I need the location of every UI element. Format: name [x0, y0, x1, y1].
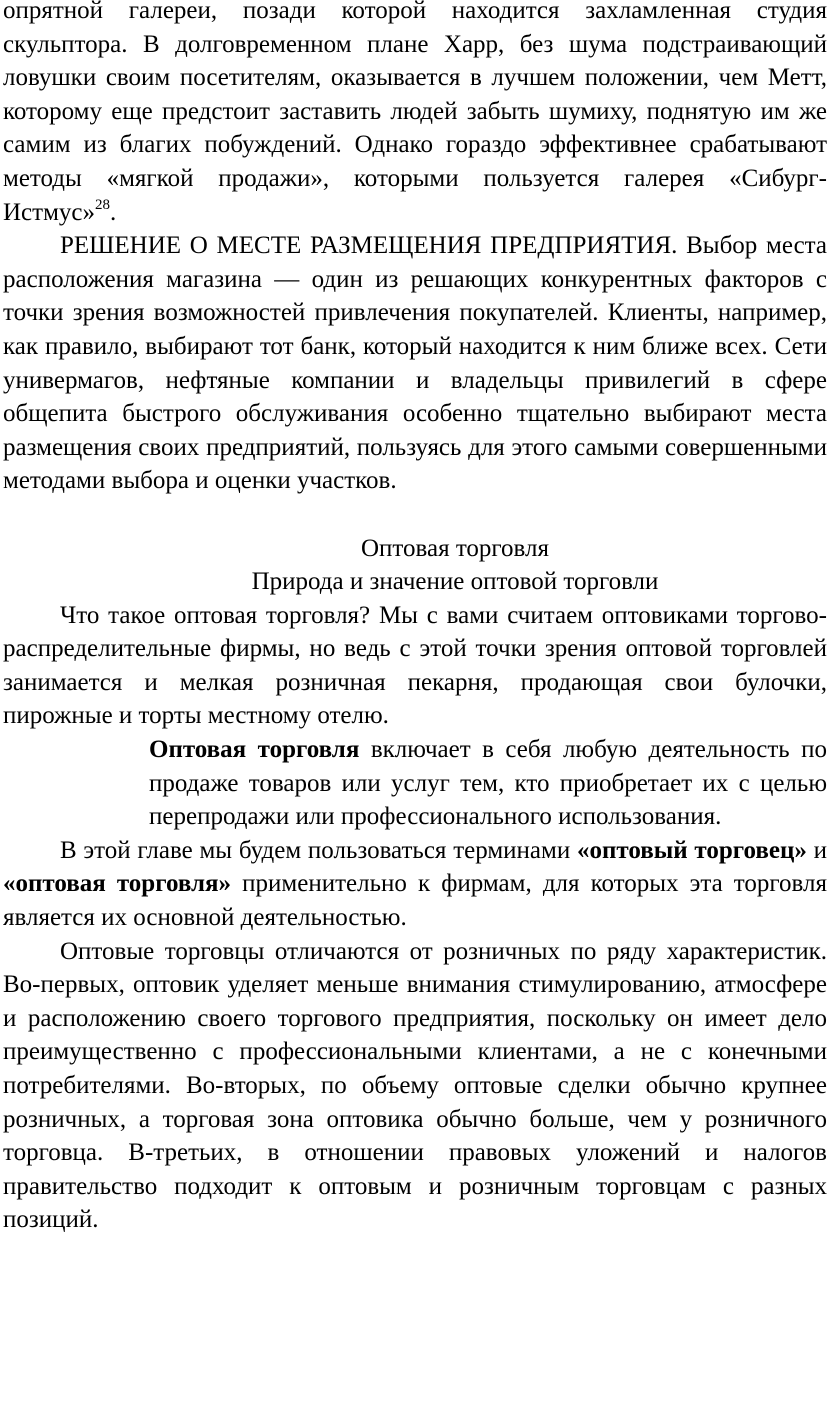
- section-heading: Оптовая торговля: [360, 534, 550, 562]
- paragraph-what-is-wholesale: Что такое оптовая торговля? Мы с вами считаем оптовиками торгово-распределительные фирмы, но ведь с этой точки зрения оптовой торговлей занимается и мелкая розничная пекарня, продающая свои булочки, пирожные и торты местному отелю.: [3, 601, 827, 730]
- document-page: [3, 0, 827, 1237]
- definition-block: [149, 733, 827, 834]
- subsection-heading: Природа и значение оптовой торговли: [251, 568, 659, 596]
- paragraph-gallery: [3, 0, 827, 229]
- paragraph-location-decision: РЕШЕНИЕ О МЕСТЕ РАЗМЕЩЕНИЯ ПРЕДПРИЯТИЯ. Выбор места расположения магазина — один из решающих конкурентных факторов с точки зрения возможностей привлечения покупателей. Клиенты, например, как правило, выбирают тот банк, который находится к ним ближе всех. Сети универмагов, нефтяные компании и владельцы привилегий в сфере общепита быстрого обслуживания особенно тщательно выбирают места размещения своих предприятий, пользуясь для этого самыми совершенными методами выбора и оценки участков.: [3, 232, 827, 495]
- paragraph-differences: Оптовые торговцы отличаются от розничных по ряду характеристик. Во-первых, оптовик уделяет меньше внимания стимулированию, атмосфере и расположению своего торгового предприятия, поскольку он имеет дело преимущественно с профессиональными клиентами, а не с конечными потребителями. Во-вторых, по объему оптовые сделки обычно крупнее розничных, а торговая зона оптовика обычно больше, чем у розничного торговца. В-третьих, в отношении правовых уложений и налогов правительство подходит к оптовым и розничным торговцам с разных позиций.: [3, 937, 827, 1234]
- paragraph-terms-part3: применительно к фирмам, для которых эта торговля является их основной деятельностью.: [3, 870, 827, 932]
- paragraph-gallery-text: опрятной галереи, позади которой находится захламленная студия скульптора. В долговременном плане Харр, без шума подстраивающий ловушки своим посетителям, оказывается в лучшем положении, чем Метт, которому еще предстоит заставить людей забыть шумиху, поднятую им же самим из благих побуждений. Однако гораздо эффективнее срабатывают методы «мягкой продажи», которыми пользуется галерея «Сибург-Истмус»: [3, 0, 827, 226]
- paragraph-terms: [3, 834, 827, 935]
- paragraph-gallery-end: .: [110, 198, 117, 226]
- term-wholesale-trade: «оптовая торговля»: [3, 870, 232, 898]
- footnote-marker: 28: [95, 196, 110, 213]
- term-wholesaler: «оптовый торговец»: [576, 836, 807, 864]
- definition-term: Оптовая торговля: [149, 736, 360, 764]
- paragraph-terms-part2: и: [806, 836, 827, 864]
- paragraph-terms-part1: В этой главе мы будем пользоваться терминами: [60, 836, 577, 864]
- definition-text: включает в себя любую деятельность по продаже товаров или услуг тем, кто приобретает их с целью перепродажи или профессионального использования.: [149, 736, 827, 831]
